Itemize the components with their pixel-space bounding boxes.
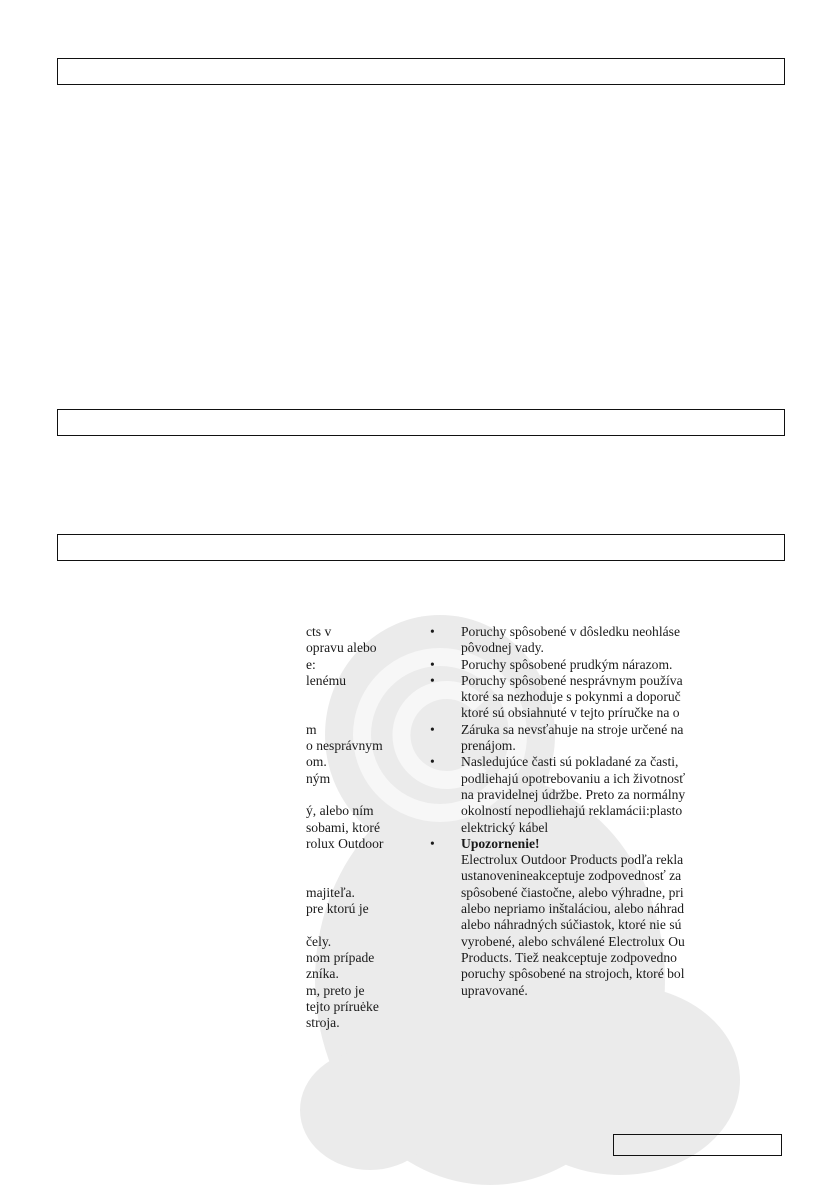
bullet-marker: • (430, 624, 435, 639)
left-text-line: ý, alebo ním (306, 803, 374, 819)
left-text-line: m (306, 721, 317, 737)
left-text-line: om. (306, 754, 327, 770)
section-header-box (57, 409, 785, 436)
warranty-exclusions-list (430, 624, 730, 999)
bullet-marker: • (430, 835, 435, 851)
left-text-line: sobami, ktoré (306, 819, 380, 835)
list-item-line: podliehajú opotrebovaniu a ich životnosť (461, 770, 686, 786)
left-text-line (306, 917, 424, 933)
left-text-line (306, 689, 424, 705)
list-item-line: alebo nepriamo inštaláciou, alebo náhrad (461, 901, 685, 917)
left-text-line: rolux Outdoor (306, 835, 384, 851)
section-header-box (57, 534, 785, 561)
list-item-line: ustanovenineakceptuje zodpovednosť za (461, 868, 682, 884)
left-text-line: lenému (306, 672, 347, 688)
left-text-line: majiteľa. (306, 884, 355, 900)
left-text-line: zníka. (306, 966, 339, 982)
list-item (430, 836, 730, 999)
left-text-line: m, preto je (306, 982, 365, 998)
list-item-line: na pravidelnej údržbe. Preto za normálny (461, 786, 686, 802)
page-footer-box (613, 1134, 782, 1156)
list-item-line: pôvodnej vady. (461, 640, 544, 656)
list-item (430, 673, 730, 722)
left-text-line: čely. (306, 933, 332, 949)
list-item-line: Poruchy spôsobené v dôsledku neohláse (461, 624, 680, 639)
list-item (430, 657, 730, 673)
bullet-marker: • (430, 672, 435, 688)
list-item-line: ktoré sú obsiahnuté v tejto príručke na o (461, 705, 680, 721)
list-item-line: Electrolux Outdoor Products podľa rekla (461, 852, 684, 868)
section-header-box (57, 58, 785, 85)
list-item-line: Záruka sa nevsťahuje na stroje určené na (461, 721, 684, 737)
list-item (430, 624, 730, 657)
list-item-line: prenájom. (461, 738, 516, 754)
left-text-line: nom prípade (306, 949, 375, 965)
list-item-line: alebo náhradných súčiastok, ktoré nie sú (461, 917, 682, 933)
left-text-line (306, 787, 424, 803)
list-item-line: Poruchy spôsobené nesprávnym používa (461, 672, 683, 688)
left-text-line: opravu alebo (306, 640, 377, 656)
left-text-line: pre ktorú je (306, 901, 369, 917)
left-text-column (306, 624, 424, 1031)
list-item-heading: Upozornenie! (461, 835, 540, 851)
list-item (430, 722, 730, 755)
left-text-line (306, 705, 424, 721)
list-item-line: vyrobené, alebo schválené Electrolux Ou (461, 933, 685, 949)
left-text-line: ným (306, 770, 331, 786)
bullet-marker: • (430, 721, 435, 737)
left-text-line (306, 852, 424, 868)
bullet-marker: • (430, 754, 435, 770)
left-text-line: stroja. (306, 1015, 340, 1031)
list-item-line: elektrický kábel (461, 819, 549, 835)
list-item-line: upravované. (461, 982, 528, 998)
list-item-line: spôsobené čiastočne, alebo výhradne, pri (461, 884, 684, 900)
bullet-marker: • (430, 656, 435, 672)
list-item-line: poruchy spôsobené na strojoch, ktoré bol (461, 966, 685, 982)
list-item (430, 754, 730, 835)
left-text-line: cts v (306, 624, 332, 639)
left-text-line: tejto príruėke (306, 998, 379, 1014)
list-item-line: Nasledujúce časti sú pokladané za časti, (461, 754, 679, 770)
left-text-line: o nesprávnym (306, 738, 383, 754)
list-item-line: Poruchy spôsobené prudkým nárazom. (461, 656, 673, 672)
list-item-line: ktoré sa nezhoduje s pokynmi a doporuč (461, 689, 681, 705)
list-item-line: Products. Tiež neakceptuje zodpovedno (461, 949, 677, 965)
list-item-line: okolností nepodliehajú reklamácii:plasto (461, 803, 683, 819)
left-text-line (306, 868, 424, 884)
left-text-line: e: (306, 656, 316, 672)
